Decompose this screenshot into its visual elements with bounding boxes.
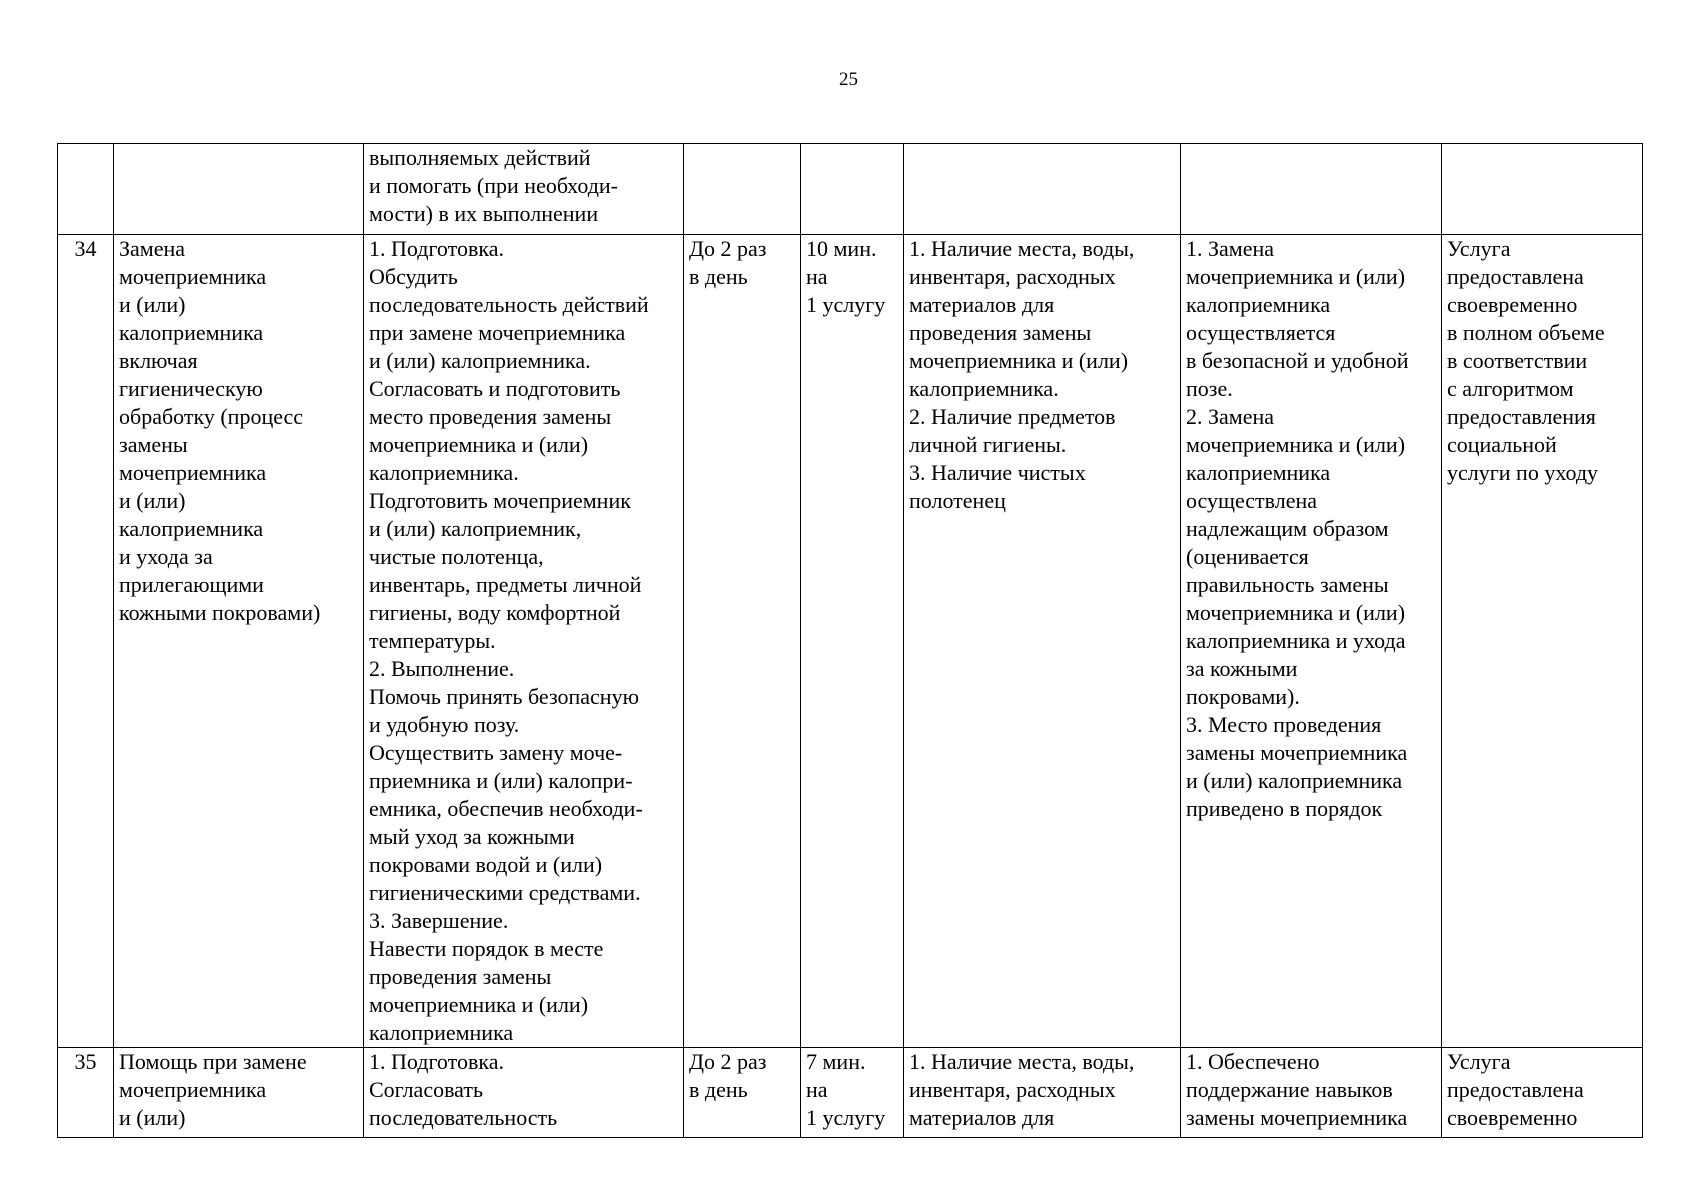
table-row	[58, 144, 1643, 235]
frequency-cell	[684, 144, 801, 235]
quality-cell	[1181, 144, 1442, 235]
table-row	[58, 1048, 1643, 1138]
service-actions-cell: 1. Подготовка. Обсудить последовательность действий при замене мочеприемника и (или) калоприемника. Согласовать и подготовить место проведения замены мочеприемника и (или) калоприемника. Подготовить мочеприемник и (или) калоприемник, чистые полотенца, инвентарь, предметы личной гигиены, воду комфортной температуры. 2. Выполнение. Помочь принять безопасную и удобную позу. Осуществить замену моче- приемника и (или) калопри- емника, обеспечив необходи- мый уход за кожными покровами водой и (или) гигиеническими средствами. 3. Завершение. Навести порядок в месте проведения замены мочеприемника и (или) калоприемника	[364, 235, 684, 1048]
service-actions-cell: выполняемых действий и помогать (при необходи- мости) в их выполнении	[364, 144, 684, 235]
service-actions-cell: 1. Подготовка. Согласовать последовательность	[364, 1048, 684, 1138]
conditions-cell	[904, 144, 1181, 235]
result-cell: Услуга предоставлена своевременно	[1442, 1048, 1643, 1138]
result-cell: Услуга предоставлена своевременно в полном объеме в соответствии с алгоритмом предоставления социальной услуги по уходу	[1442, 235, 1643, 1048]
frequency-cell: До 2 раз в день	[684, 235, 801, 1048]
row-number-cell: 34	[58, 235, 114, 1048]
conditions-cell: 1. Наличие места, воды, инвентаря, расходных материалов для	[904, 1048, 1181, 1138]
quality-cell: 1. Обеспечено поддержание навыков замены мочеприемника	[1181, 1048, 1442, 1138]
row-number-cell	[58, 144, 114, 235]
frequency-cell: До 2 раз в день	[684, 1048, 801, 1138]
table-row	[58, 235, 1643, 1048]
result-cell	[1442, 144, 1643, 235]
service-name-cell	[114, 144, 364, 235]
duration-cell: 7 мин. на 1 услугу	[801, 1048, 904, 1138]
duration-cell	[801, 144, 904, 235]
services-table	[57, 143, 1643, 1138]
duration-cell: 10 мин. на 1 услугу	[801, 235, 904, 1048]
conditions-cell: 1. Наличие места, воды, инвентаря, расходных материалов для проведения замены мочеприемника и (или) калоприемника. 2. Наличие предметов личной гигиены. 3. Наличие чистых полотенец	[904, 235, 1181, 1048]
page-number: 25	[839, 69, 858, 90]
service-name-cell: Замена мочеприемника и (или) калоприемника включая гигиеническую обработку (процесс замены мочеприемника и (или) калоприемника и ухода за прилегающими кожными покровами)	[114, 235, 364, 1048]
service-name-cell: Помощь при замене мочеприемника и (или)	[114, 1048, 364, 1138]
row-number-cell: 35	[58, 1048, 114, 1138]
quality-cell: 1. Замена мочеприемника и (или) калоприемника осуществляется в безопасной и удобной позе. 2. Замена мочеприемника и (или) калоприемника осуществлена надлежащим образом (оценивается правильность замены мочеприемника и (или) калоприемника и ухода за кожными покровами). 3. Место проведения замены мочеприемника и (или) калоприемника приведено в порядок	[1181, 235, 1442, 1048]
